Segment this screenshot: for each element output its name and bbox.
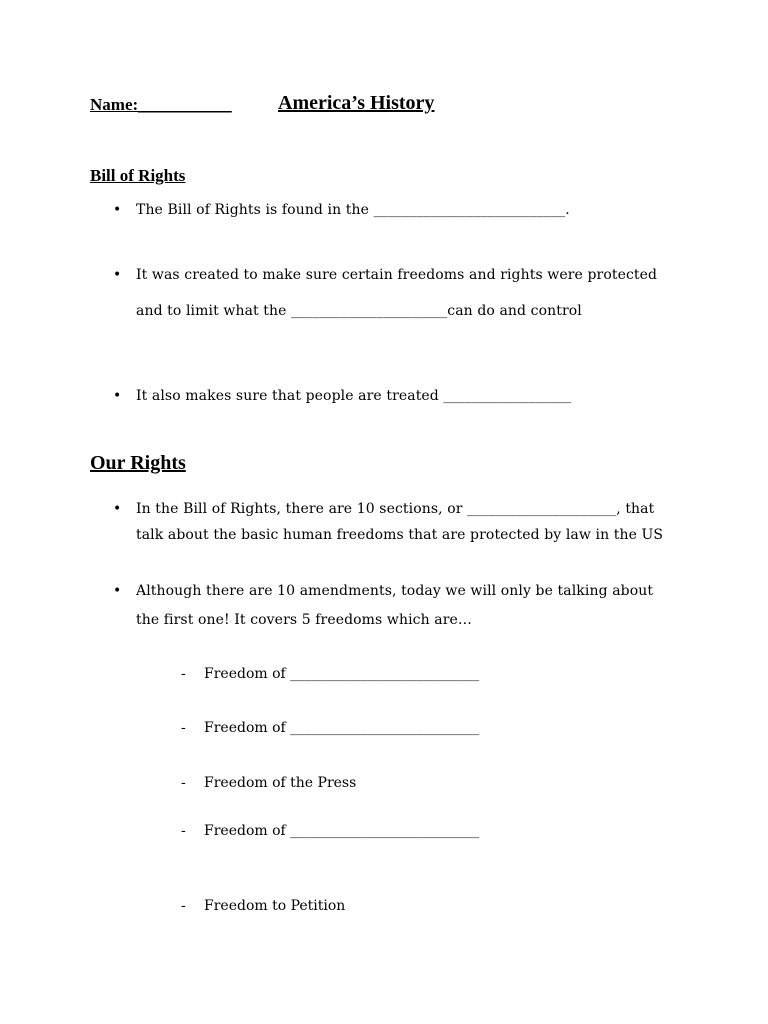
bullet-text-continued: talk about the basic human freedoms that are protected by law in the US — [136, 527, 664, 543]
section-heading-our-rights: Our Rights — [90, 452, 186, 474]
freedom-item: Freedom to Petition — [204, 898, 346, 914]
freedom-item: Freedom of ___________________________ — [204, 666, 480, 682]
bullet-text: Although there are 10 amendments, today we will only be talking about — [136, 583, 654, 599]
name-field-label: Name:___________ — [90, 95, 232, 114]
bullet-text: It was created to make sure certain freedoms and rights were protected — [136, 267, 658, 283]
bullet-icon: • — [113, 267, 122, 283]
dash-marker: - — [181, 666, 186, 682]
bullet-text: The Bill of Rights is found in the ___________________________. — [136, 202, 570, 218]
bullet-text-continued: and to limit what the ______________________can do and control — [136, 303, 582, 319]
freedom-item: Freedom of the Press — [204, 775, 357, 791]
freedom-item: Freedom of ___________________________ — [204, 720, 480, 736]
document-title: America’s History — [278, 92, 435, 114]
bullet-icon: • — [113, 583, 122, 599]
bullet-icon: • — [113, 202, 122, 218]
bullet-text: In the Bill of Rights, there are 10 sections, or _____________________, that — [136, 501, 655, 517]
section-heading-bill-of-rights: Bill of Rights — [90, 166, 186, 185]
freedom-item: Freedom of ___________________________ — [204, 823, 480, 839]
bullet-icon: • — [113, 501, 122, 517]
dash-marker: - — [181, 898, 186, 914]
dash-marker: - — [181, 775, 186, 791]
bullet-text-continued: the first one! It covers 5 freedoms which are… — [136, 612, 473, 628]
bullet-icon: • — [113, 388, 122, 404]
dash-marker: - — [181, 720, 186, 736]
dash-marker: - — [181, 823, 186, 839]
bullet-text: It also makes sure that people are treated __________________ — [136, 388, 572, 404]
